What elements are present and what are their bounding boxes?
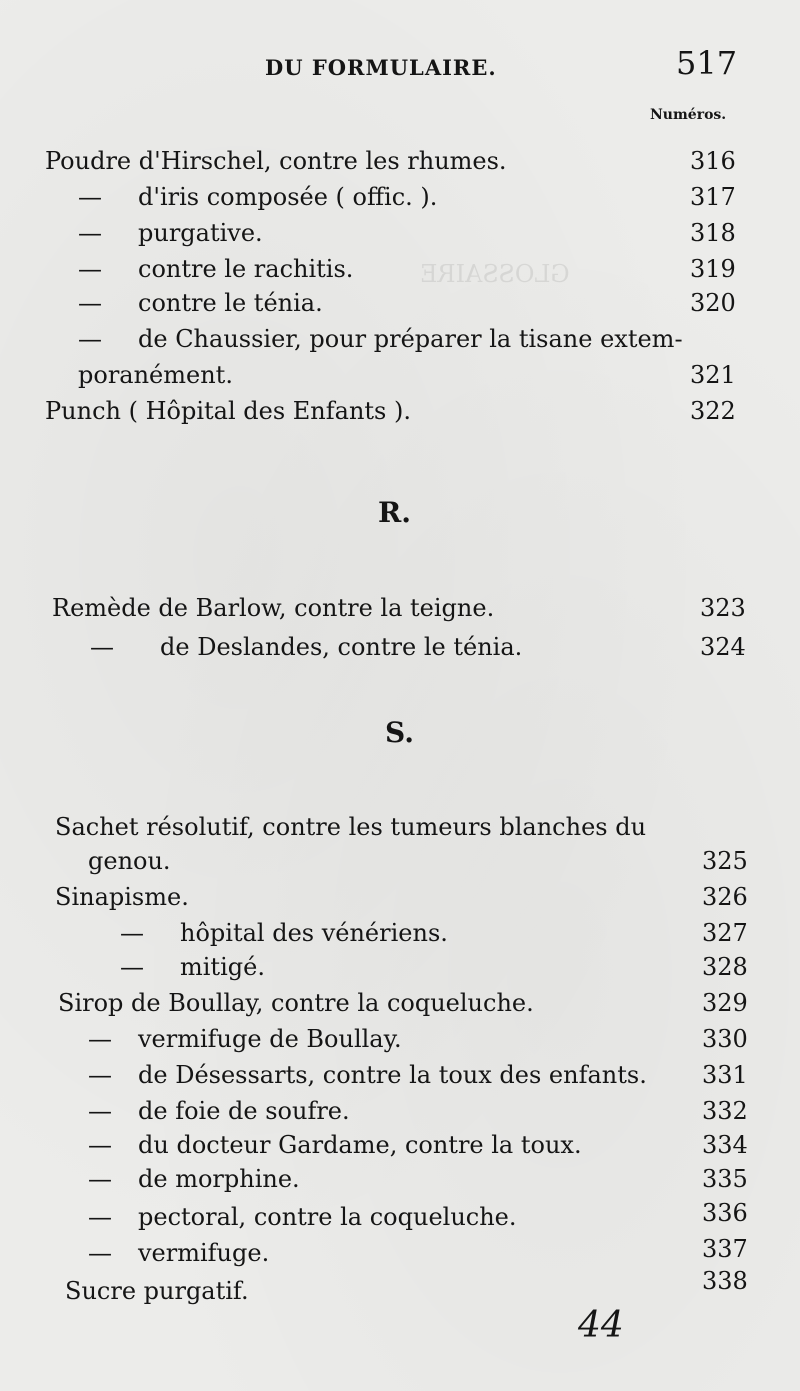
- entry-number: 324: [700, 633, 746, 661]
- ditto-dash: —: [90, 633, 114, 661]
- entry-number: 327: [702, 919, 748, 947]
- entry-number: 328: [702, 953, 748, 981]
- entry-number: 335: [702, 1165, 748, 1193]
- entry-number: 321: [690, 361, 736, 389]
- entry-text: vermifuge.: [138, 1239, 270, 1267]
- section-letter-s: S.: [385, 716, 414, 749]
- entry-text: de Chaussier, pour préparer la tisane extem-: [138, 325, 683, 353]
- entry-number: 329: [702, 989, 748, 1017]
- entry-number: 326: [702, 883, 748, 911]
- entry-text: contre le ténia.: [138, 289, 323, 317]
- page-number: 517: [676, 44, 738, 82]
- entry-text: pectoral, contre la coqueluche.: [138, 1203, 517, 1231]
- entry-text: vermifuge de Boullay.: [138, 1025, 402, 1053]
- ditto-dash: —: [88, 1061, 112, 1089]
- entry-number: 322: [690, 397, 736, 425]
- entry-text: Poudre d'Hirschel, contre les rhumes.: [45, 147, 507, 175]
- entry-text: Punch ( Hôpital des Enfants ).: [45, 397, 411, 425]
- entry-number: 319: [690, 255, 736, 283]
- entry-number: 331: [702, 1061, 748, 1089]
- ditto-dash: —: [78, 255, 102, 283]
- ditto-dash: —: [78, 183, 102, 211]
- entry-number: 323: [700, 594, 746, 622]
- entry-text: purgative.: [138, 219, 263, 247]
- section-letter-r: R.: [378, 496, 412, 529]
- entry-number: 330: [702, 1025, 748, 1053]
- ditto-dash: —: [120, 953, 144, 981]
- entry-number: 337: [702, 1235, 748, 1263]
- column-header-numeros: Numéros.: [650, 107, 727, 123]
- entry-number: 325: [702, 847, 748, 875]
- ditto-dash: —: [78, 289, 102, 317]
- ditto-dash: —: [88, 1165, 112, 1193]
- entry-number: 332: [702, 1097, 748, 1125]
- entry-text: de Désessarts, contre la toux des enfants.: [138, 1061, 647, 1089]
- entry-text: du docteur Gardame, contre la toux.: [138, 1131, 582, 1159]
- entry-text: Sucre purgatif.: [65, 1277, 249, 1305]
- ditto-dash: —: [120, 919, 144, 947]
- ditto-dash: —: [88, 1203, 112, 1231]
- ditto-dash: —: [88, 1097, 112, 1125]
- entry-text: mitigé.: [180, 953, 265, 981]
- entry-text: d'iris composée ( offic. ).: [138, 183, 438, 211]
- entry-number: 317: [690, 183, 736, 211]
- signature-mark: 44: [578, 1305, 624, 1346]
- ditto-dash: —: [78, 219, 102, 247]
- entry-text: Sinapisme.: [55, 883, 189, 911]
- entry-text-continuation: poranément.: [78, 361, 233, 389]
- running-title: DU FORMULAIRE.: [265, 55, 497, 80]
- entry-number: 320: [690, 289, 736, 317]
- entry-text: Remède de Barlow, contre la teigne.: [52, 594, 495, 622]
- entry-text: hôpital des vénériens.: [180, 919, 448, 947]
- entry-text: Sirop de Boullay, contre la coqueluche.: [58, 989, 534, 1017]
- entry-number: 316: [690, 147, 736, 175]
- ditto-dash: —: [88, 1025, 112, 1053]
- entry-text: de morphine.: [138, 1165, 300, 1193]
- entry-text: contre le rachitis.: [138, 255, 354, 283]
- show-through-text: GLOSSAIRE: [420, 260, 570, 288]
- entry-number: 338: [702, 1267, 748, 1295]
- ditto-dash: —: [78, 325, 102, 353]
- entry-number: 318: [690, 219, 736, 247]
- entry-text-continuation: genou.: [88, 847, 171, 875]
- ditto-dash: —: [88, 1131, 112, 1159]
- entry-text: de foie de soufre.: [138, 1097, 350, 1125]
- entry-text: Sachet résolutif, contre les tumeurs blanches du: [55, 813, 647, 841]
- ditto-dash: —: [88, 1239, 112, 1267]
- entry-text: de Deslandes, contre le ténia.: [160, 633, 523, 661]
- entry-number: 336: [702, 1199, 748, 1227]
- entry-number: 334: [702, 1131, 748, 1159]
